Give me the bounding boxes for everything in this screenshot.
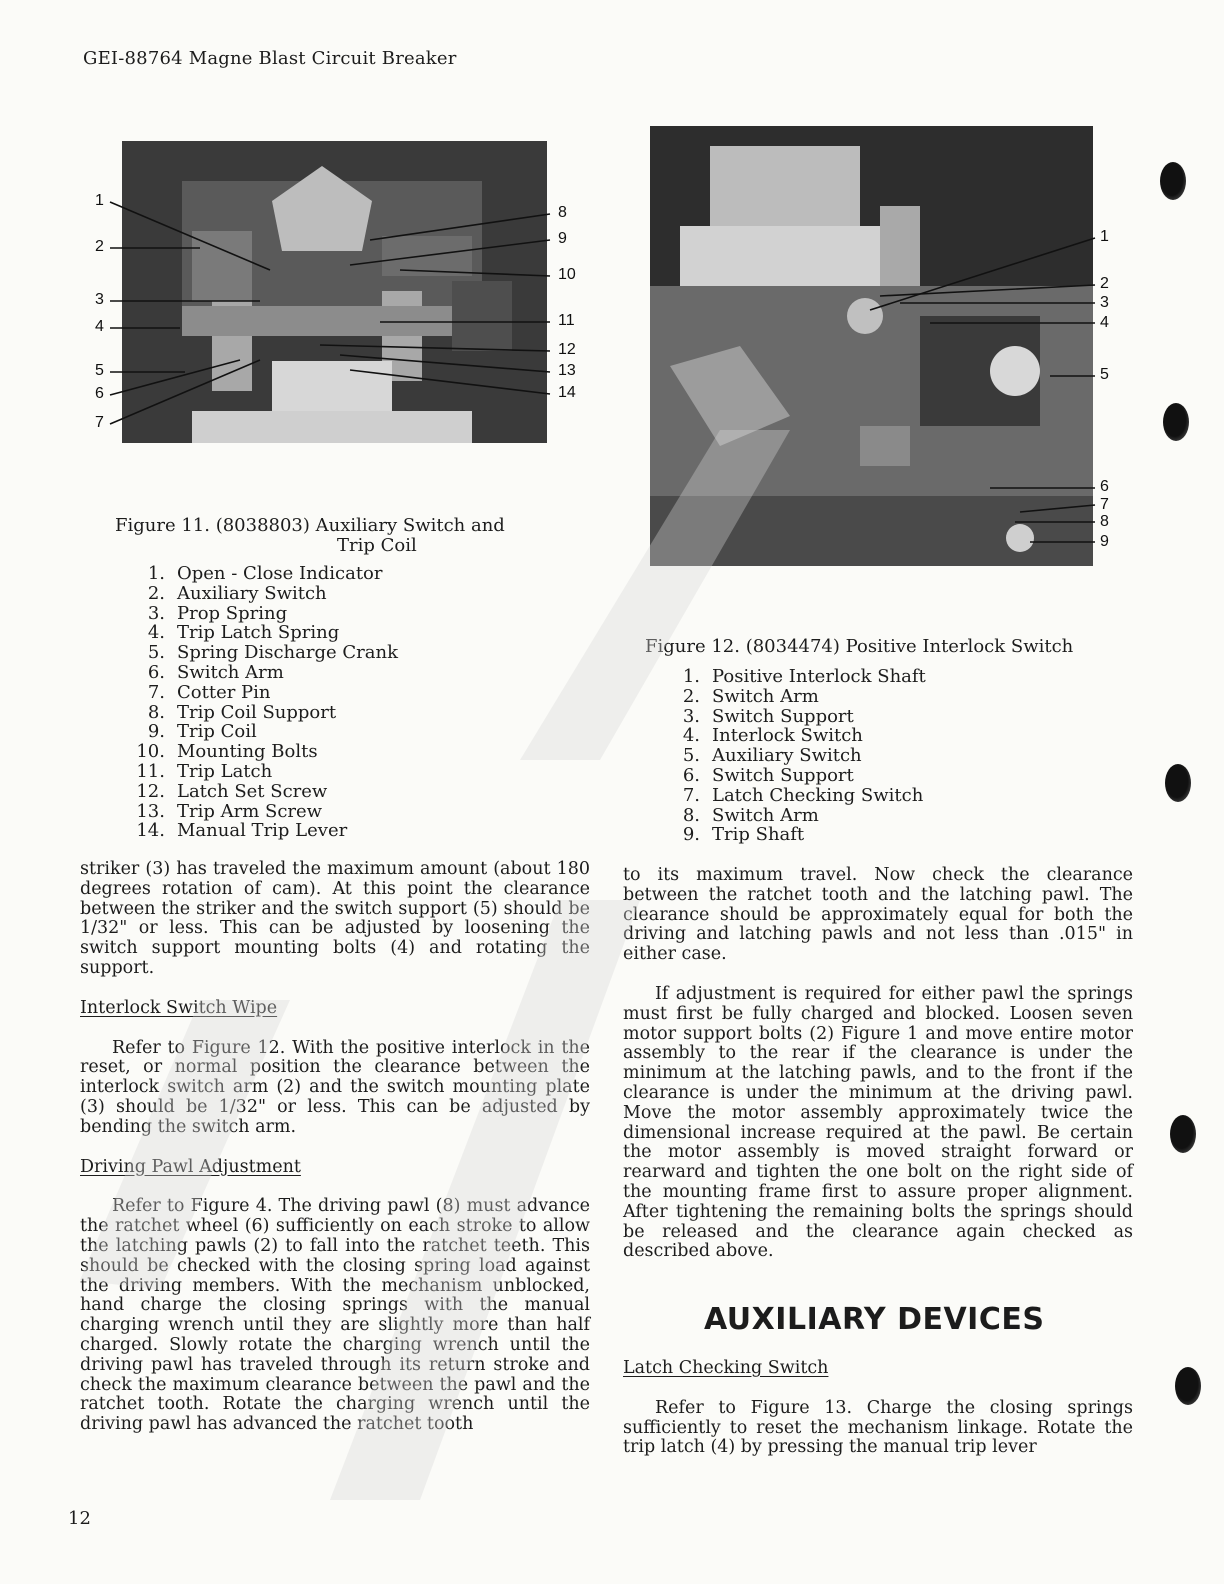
legend-item: 7. Cotter Pin — [147, 681, 271, 703]
fig12-callout-8: 8 — [1100, 513, 1109, 530]
paragraph: striker (3) has traveled the maximum amount (about 180 degrees rotation of cam). At this point the clearance between the striker and the switch support (5) should be 1/32" or less. This can be adjusted by loosening the switch support mounting bolts (4) and rotating the support. — [80, 859, 590, 978]
legend-item: 5. Spring Discharge Crank — [147, 642, 398, 664]
figure11-photo — [122, 141, 547, 443]
fig12-callout-5: 5 — [1100, 366, 1109, 383]
fig11-callout-6: 6 — [95, 385, 104, 402]
section-heading-interlock-switch-wipe: Interlock Switch Wipe — [80, 997, 278, 1018]
binder-hole — [1170, 1115, 1196, 1153]
figure11-caption-line2: Trip Coil — [337, 535, 417, 556]
fig12-callout-2: 2 — [1100, 275, 1109, 292]
fig12-callout-4: 4 — [1100, 314, 1109, 331]
fig12-callout-3: 3 — [1100, 294, 1109, 311]
fig12-callout-9: 9 — [1100, 533, 1109, 550]
fig11-callout-10: 10 — [558, 266, 576, 283]
legend-item: 13. Trip Arm Screw — [136, 800, 323, 822]
legend-item: 9. Trip Coil — [147, 721, 257, 743]
legend-item: 14. Manual Trip Lever — [136, 820, 348, 842]
paragraph: to its maximum travel. Now check the clearance between the ratchet tooth and the latching pawl. The clearance should be approximately equal for both the driving and latching pawls and not less than .015" in either case. — [623, 865, 1133, 965]
figure12-legend — [660, 667, 980, 845]
fig12-callout-7: 7 — [1100, 496, 1109, 513]
legend-item: 8. Switch Arm — [682, 804, 819, 826]
fig11-callout-4: 4 — [95, 318, 104, 335]
fig11-callout-9: 9 — [558, 230, 567, 247]
left-text-column — [80, 860, 590, 1435]
legend-item: 10. Mounting Bolts — [136, 741, 318, 763]
binder-hole — [1165, 764, 1191, 802]
legend-item: 12. Latch Set Screw — [136, 780, 328, 802]
legend-item: 4. Trip Latch Spring — [147, 622, 340, 644]
fig11-callout-14: 14 — [558, 384, 576, 401]
page-number: 12 — [68, 1508, 91, 1529]
legend-item: 11. Trip Latch — [136, 760, 273, 782]
fig11-callout-11: 11 — [558, 312, 575, 329]
paragraph: Refer to Figure 12. With the positive interlock in the reset, or normal position the clearance between the interlock switch arm (2) and the switch mounting plate (3) should be 1/32" or less. This can be adjusted by bending the switch arm. — [80, 1037, 590, 1137]
fig11-callout-8: 8 — [558, 204, 567, 221]
legend-item: 6. Switch Support — [682, 764, 854, 786]
fig11-callout-7: 7 — [95, 414, 104, 431]
fig11-callout-13: 13 — [558, 362, 576, 379]
fig11-callout-3: 3 — [95, 291, 104, 308]
binder-hole — [1160, 162, 1186, 200]
section-title-auxiliary-devices: AUXILIARY DEVICES — [704, 1302, 1045, 1337]
section-heading-latch-checking-switch: Latch Checking Switch — [623, 1358, 829, 1378]
fig11-callout-5: 5 — [95, 362, 104, 379]
paragraph: Refer to Figure 4. The driving pawl (8) must advance the ratchet wheel (6) sufficiently on each stroke to allow the latching pawls (2) to fall into the ratchet teeth. This should be checked with the closing spring load against the driving members. With the mechanism unblocked, hand charge the closing springs with the manual charging wrench until they are slightly more than half charged. Slowly rotate the charging wrench until the driving pawl has traveled through its return stroke and check the maximum clearance between the pawl and the ratchet tooth. Rotate the charging wrench until the driving pawl has advanced the ratchet tooth — [80, 1196, 590, 1435]
document-header: GEI-88764 Magne Blast Circuit Breaker — [83, 48, 457, 69]
legend-item: 2. Switch Arm — [682, 685, 819, 707]
figure12-caption: Figure 12. (8034474) Positive Interlock Switch — [645, 636, 1074, 657]
legend-item: 5. Auxiliary Switch — [682, 745, 862, 767]
fig11-callout-12: 12 — [558, 341, 576, 358]
fig11-callout-1: 1 — [95, 192, 104, 209]
legend-item: 7. Latch Checking Switch — [682, 784, 924, 806]
fig12-callout-1: 1 — [1100, 228, 1109, 245]
legend-item: 9. Trip Shaft — [682, 824, 805, 846]
paragraph: Refer to Figure 13. Charge the closing springs sufficiently to reset the mechanism linkage. Rotate the trip latch (4) by pressing the manual trip lever — [623, 1397, 1133, 1458]
right-text-column — [623, 866, 1133, 1262]
legend-item: 2. Auxiliary Switch — [147, 582, 327, 604]
legend-item: 6. Switch Arm — [147, 661, 284, 683]
figure11-caption-line1: Figure 11. (8038803) Auxiliary Switch and — [115, 515, 505, 536]
section-heading-driving-pawl-adjustment: Driving Pawl Adjustment — [80, 1156, 301, 1177]
figure12-photo — [650, 126, 1093, 566]
legend-item: 3. Switch Support — [682, 705, 854, 727]
figure11-caption — [115, 516, 555, 556]
right-text-column-lower — [623, 1359, 1133, 1458]
fig11-callout-2: 2 — [95, 238, 104, 255]
legend-item: 1. Positive Interlock Shaft — [682, 666, 926, 687]
legend-item: 4. Interlock Switch — [682, 725, 863, 747]
binder-hole — [1175, 1367, 1201, 1405]
figure11-legend — [125, 564, 445, 841]
paragraph: If adjustment is required for either pawl the springs must first be fully charged and blocked. Loosen seven motor support bolts (2) Figure 1 and move entire motor assembly to the rear if the clearance is under the minimum at the latching pawls, and to the front if the clearance is under the minimum at the driving pawl. Move the motor assembly approximately twice the dimensional increase required at the pawl. Be certain the motor assembly is moved straight forward or rearward and tighten the one bolt on the right side of the mounting frame first to assure proper alignment. After tightening the remaining bolts the springs should be released and the clearance again checked as described above. — [623, 983, 1133, 1262]
legend-item: 8. Trip Coil Support — [147, 701, 337, 723]
binder-hole — [1163, 403, 1189, 441]
fig12-callout-6: 6 — [1100, 478, 1109, 495]
legend-item: 1. Open - Close Indicator — [147, 563, 383, 584]
legend-item: 3. Prop Spring — [147, 602, 288, 624]
